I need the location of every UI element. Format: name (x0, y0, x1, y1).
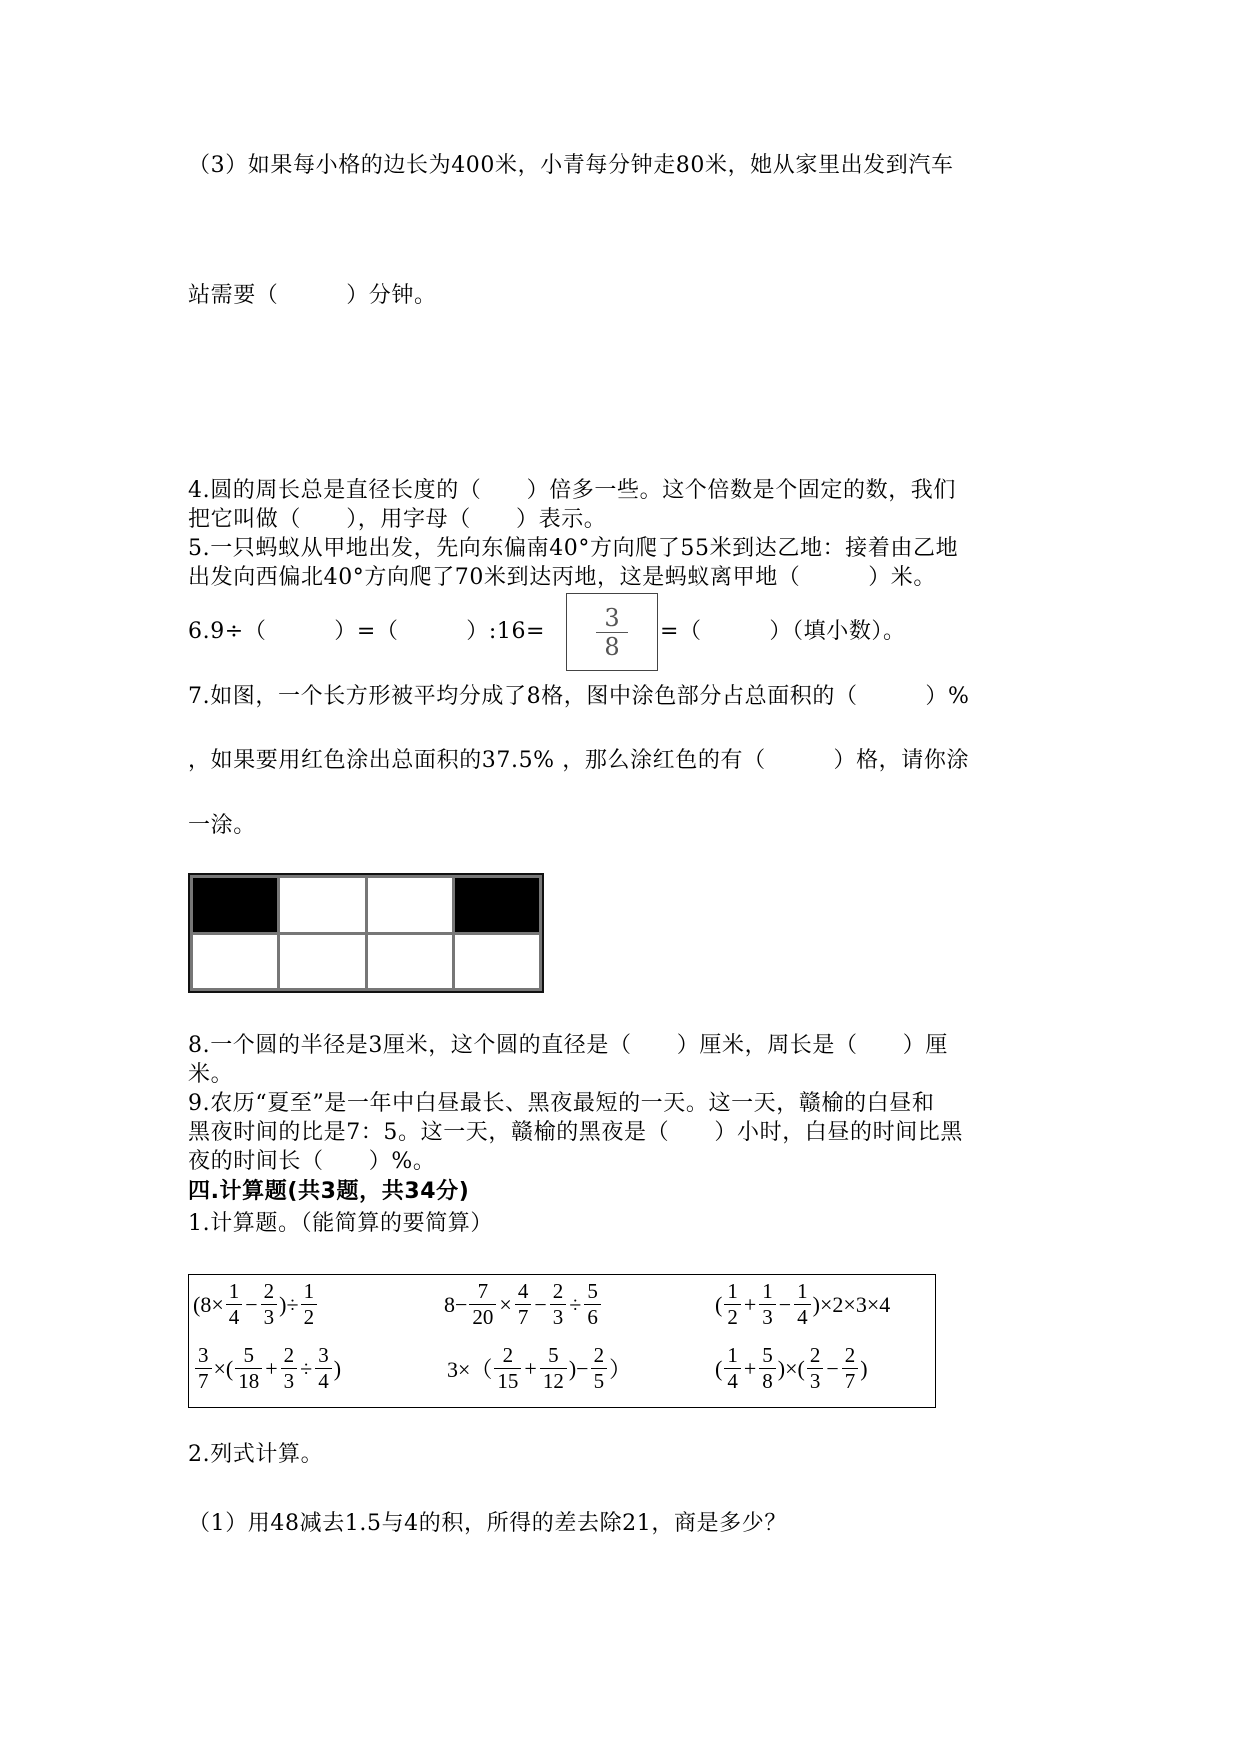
denominator: 3 (281, 1368, 298, 1392)
q7-line2: ，如果要用红色涂出总面积的37.5% ，那么涂红色的有（ ）格，请你涂 (188, 748, 970, 773)
numerator: 2 (502, 1343, 514, 1367)
grid-cell (455, 935, 539, 989)
section-title: 四.计算题(共3题，共34分) (188, 1179, 470, 1204)
denominator: 20 (469, 1304, 496, 1328)
expr-text: )×( (777, 1355, 805, 1381)
expr-text: ) (333, 1355, 342, 1381)
denominator: 18 (235, 1368, 262, 1392)
numerator: 2 (809, 1343, 821, 1367)
operator: ÷ (300, 1355, 313, 1381)
expr-text: ×( (213, 1355, 234, 1381)
numerator: 5 (548, 1343, 559, 1367)
expression-b (444, 1281, 603, 1328)
fraction-box (566, 593, 658, 671)
fraction (261, 1281, 278, 1328)
operator: − (826, 1355, 839, 1381)
expr-text: )×2×3×4 (812, 1291, 891, 1317)
expr-text: 3×（ (447, 1357, 493, 1382)
numerator: 2 (844, 1343, 856, 1367)
numerator: 1 (228, 1279, 240, 1303)
fraction (301, 1281, 318, 1328)
denominator: 4 (226, 1304, 243, 1328)
fraction (724, 1281, 741, 1328)
fraction (794, 1281, 811, 1328)
expr-text: ） (609, 1357, 632, 1382)
denominator: 4 (315, 1368, 332, 1392)
fraction (281, 1345, 298, 1392)
denominator: 4 (794, 1304, 811, 1328)
grid-cell (280, 935, 364, 989)
grid-cell-shaded (455, 878, 539, 932)
denominator: 3 (261, 1304, 278, 1328)
q4-line1: 4.圆的周长总是直径长度的（ ）倍多一些。这个倍数是个固定的数，我们 (188, 478, 956, 503)
q3-sub-line1: （3）如果每小格的边长为400米，小青每分钟走80米，她从家里出发到汽车 (188, 153, 954, 178)
operator: + (743, 1355, 757, 1381)
q8-line2: 米。 (188, 1062, 234, 1087)
numerator: 4 (517, 1279, 529, 1303)
calc-question-1: 1.计算题。（能简算的要简算） (188, 1211, 493, 1236)
fraction (469, 1281, 496, 1328)
fraction (315, 1345, 332, 1392)
fraction (494, 1345, 521, 1392)
numerator: 2 (593, 1343, 605, 1367)
denominator: 7 (195, 1368, 212, 1392)
fraction (584, 1281, 601, 1328)
numerator: 1 (303, 1279, 315, 1303)
operator: × (499, 1291, 512, 1317)
calculation-box (188, 1274, 936, 1408)
q8-line1: 8.一个圆的半径是3厘米，这个圆的直径是（ ）厘米，周长是（ ）厘 (188, 1033, 948, 1058)
denominator: 3 (759, 1304, 776, 1328)
numerator: 7 (477, 1279, 489, 1303)
q5-line2: 出发向西偏北40°方向爬了70米到达丙地，这是蚂蚁离甲地（ ）米。 (188, 565, 936, 590)
fraction-three-eighths (596, 603, 627, 661)
numerator: 1 (727, 1279, 738, 1303)
calc-question-2: 2.列式计算。 (188, 1442, 324, 1467)
expr-text: ( (715, 1291, 723, 1317)
fraction (591, 1345, 608, 1392)
fraction (550, 1281, 567, 1328)
expression-d (193, 1345, 341, 1392)
fraction (724, 1345, 741, 1392)
q6-left: 6.9÷（ ）=（ ）:16= (188, 619, 546, 644)
denominator: 2 (724, 1304, 741, 1328)
numerator: 5 (762, 1343, 773, 1367)
denominator: 3 (550, 1304, 567, 1328)
fraction (759, 1281, 776, 1328)
fraction (515, 1281, 532, 1328)
expression-c (715, 1281, 890, 1328)
operator: − (778, 1291, 792, 1317)
numerator: 1 (762, 1279, 773, 1303)
numerator: 3 (318, 1343, 329, 1367)
grid-cell-shaded (193, 878, 277, 932)
denominator: 2 (301, 1304, 318, 1328)
fraction (842, 1345, 859, 1392)
numerator: 2 (283, 1343, 295, 1367)
q9-line2: 黑夜时间的比是7：5。这一天，赣榆的黑夜是（ ）小时，白昼的时间比黑 (188, 1120, 963, 1145)
expression-f (715, 1345, 868, 1392)
q9-line1: 9.农历“夏至”是一年中白昼最长、黑夜最短的一天。这一天，赣榆的白昼和 (188, 1091, 935, 1116)
operator: − (245, 1291, 258, 1317)
fraction-numerator: 3 (604, 603, 620, 632)
operator: + (265, 1355, 278, 1381)
denominator: 7 (515, 1304, 532, 1328)
calc-question-2-sub1: （1）用48减去1.5与4的积，所得的差去除21，商是多少？ (188, 1511, 787, 1536)
operator: − (534, 1291, 547, 1317)
expr-text: 8− (444, 1291, 468, 1317)
expr-text: )− (568, 1355, 589, 1381)
q5-line1: 5.一只蚂蚁从甲地出发，先向东偏南40°方向爬了55米到达乙地：接着由乙地 (188, 536, 959, 561)
grid-cell (193, 935, 277, 989)
denominator: 5 (591, 1368, 608, 1392)
expr-text: ( (715, 1355, 723, 1381)
denominator: 3 (807, 1368, 824, 1392)
operator: + (743, 1291, 757, 1317)
operator: + (524, 1355, 537, 1381)
expr-text: (8× (193, 1291, 224, 1317)
numerator: 2 (552, 1279, 564, 1303)
expression-e (447, 1345, 631, 1392)
q3-sub-line2: 站需要（ ）分钟。 (188, 283, 437, 308)
q7-line3: 一涂。 (188, 813, 256, 838)
grid-cell (280, 878, 364, 932)
fraction (807, 1345, 824, 1392)
fraction (195, 1345, 212, 1392)
numerator: 3 (198, 1343, 209, 1367)
denominator: 12 (540, 1368, 567, 1392)
grid-cell (368, 878, 452, 932)
expr-text: ) (860, 1355, 868, 1381)
fraction-denominator: 8 (596, 632, 627, 659)
fraction (759, 1345, 776, 1392)
operator: ÷ (569, 1291, 582, 1317)
denominator: 15 (494, 1368, 521, 1392)
denominator: 6 (584, 1304, 601, 1328)
numerator: 1 (727, 1343, 738, 1367)
denominator: 8 (759, 1368, 776, 1392)
expr-text: )÷ (279, 1291, 299, 1317)
fraction (226, 1281, 243, 1328)
expression-a (193, 1281, 319, 1328)
numerator: 5 (243, 1343, 254, 1367)
q6-right: =（ ）（填小数）。 (660, 619, 906, 644)
fraction (540, 1345, 567, 1392)
q4-line2: 把它叫做（ ），用字母（ ）表示。 (188, 507, 607, 532)
grid-cell (368, 935, 452, 989)
denominator: 7 (842, 1368, 859, 1392)
q9-line3: 夜的时间长（ ）%。 (188, 1149, 436, 1174)
fraction (235, 1345, 262, 1392)
q7-line1: 7.如图，一个长方形被平均分成了8格，图中涂色部分占总面积的（ ）% (188, 684, 970, 709)
numerator: 1 (797, 1279, 808, 1303)
numerator: 5 (587, 1279, 598, 1303)
denominator: 4 (724, 1368, 741, 1392)
numerator: 2 (263, 1279, 275, 1303)
rectangle-grid-figure (188, 873, 544, 993)
